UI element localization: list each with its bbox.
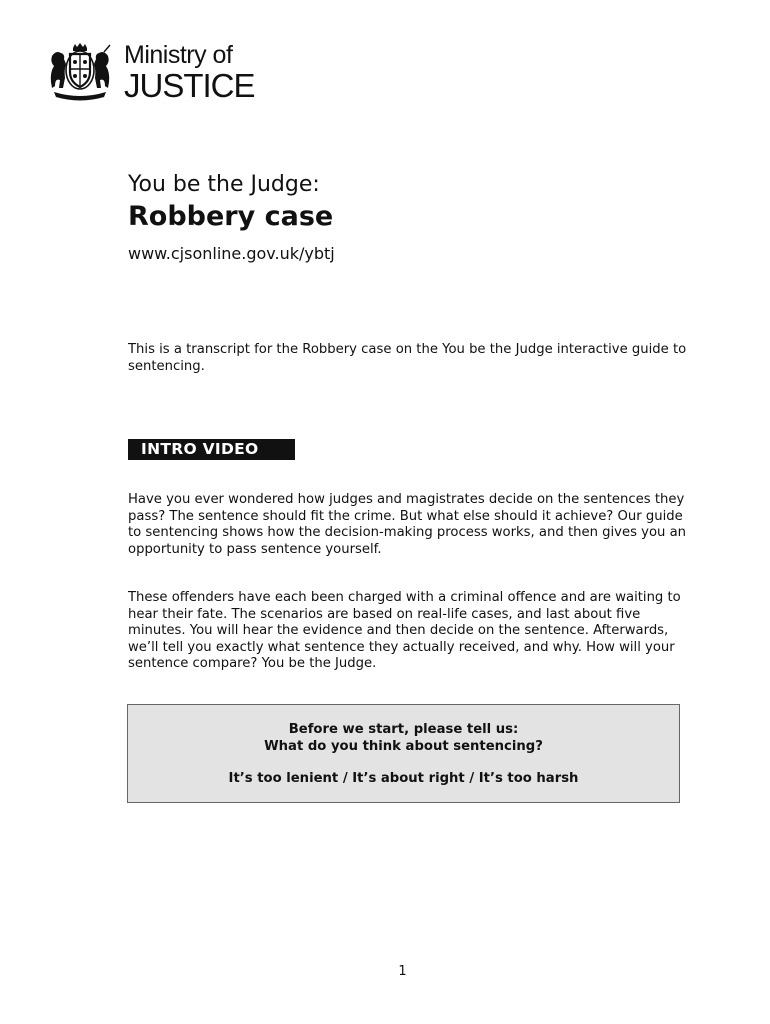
survey-prompt: Before we start, please tell us: (288, 722, 519, 737)
intro-paragraph: This is a transcript for the Robbery case on the You be the Judge interactive guide to sentencing. (128, 342, 687, 374)
website-url[interactable]: www.cjsonline.gov.uk/ybtj (128, 244, 335, 263)
survey-question: What do you think about sentencing? (264, 739, 543, 754)
ministry-of-justice-logo (46, 40, 266, 106)
sentencing-survey-box (127, 704, 680, 803)
body-paragraph-1: Have you ever wondered how judges and magistrates decide on the sentences they pass? The sentence should fit the crime. But what else should it achieve? Our guide to sentencing shows how the decision-making process works, and then gives you an opportunity to pass sentence yourself. (128, 492, 687, 557)
survey-options: It’s too lenient / It’s about right / It’s too harsh (228, 771, 579, 786)
logo-ministry-text: Ministry of (124, 41, 233, 69)
page-number: 1 (398, 964, 407, 979)
page-title: Robbery case (128, 201, 334, 232)
intro-video-heading: INTRO VIDEO (128, 439, 295, 460)
body-paragraph-2: These offenders have each been charged with a criminal offence and are waiting to hear their fate. The scenarios are based on real-life cases, and last about five minutes. You will hear the evidence and then decide on the sentence. Afterwards, we’ll tell you exactly what sentence they actually received, and why. How will your sentence compare? You be the Judge. (128, 590, 681, 671)
page-title-prefix: You be the Judge: (128, 172, 320, 197)
royal-coat-of-arms-icon (46, 42, 114, 102)
logo-justice-text: JUSTICE (124, 67, 255, 104)
